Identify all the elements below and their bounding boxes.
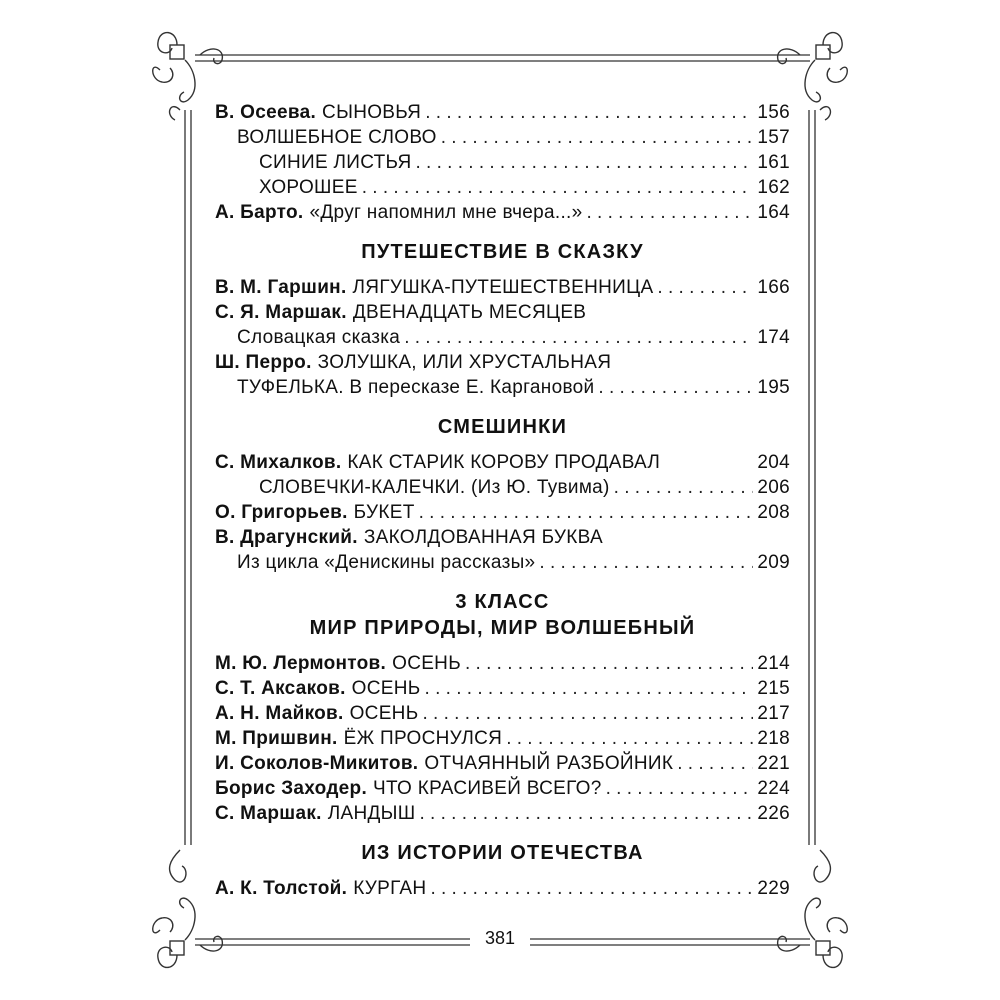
- toc-entry: [215, 450, 790, 475]
- entry-title: ХОРОШЕЕ: [259, 177, 358, 198]
- toc-entry: [215, 475, 790, 500]
- entry-page: 162: [757, 177, 790, 198]
- toc-entry: [215, 776, 790, 801]
- entry-title: ЁЖ ПРОСНУЛСЯ: [343, 728, 503, 749]
- entry-title: СИНИЕ ЛИСТЬЯ: [259, 152, 412, 173]
- section-heading: ПУТЕШЕСТВИЕ В СКАЗКУ: [361, 241, 644, 263]
- toc-entry: [215, 200, 790, 225]
- entry-page: 204: [757, 452, 790, 473]
- entry-author: С. Михалков.: [215, 452, 342, 473]
- table-of-contents: [215, 100, 790, 901]
- toc-entry: [215, 525, 790, 550]
- entry-author: В. М. Гаршин.: [215, 277, 347, 298]
- page-number-text: 381: [481, 928, 519, 948]
- entry-page: 226: [757, 803, 790, 824]
- toc-entry: [215, 676, 790, 701]
- entry-author: М. Ю. Лермонтов.: [215, 653, 387, 674]
- entry-author: С. Т. Аксаков.: [215, 678, 346, 699]
- dot-leader: [422, 701, 753, 726]
- dot-leader: [606, 776, 754, 801]
- entry-page: 218: [757, 728, 790, 749]
- toc-entry: [215, 801, 790, 826]
- entry-title: КУРГАН: [353, 878, 427, 899]
- entry-title: ЗОЛУШКА, ИЛИ ХРУСТАЛЬНАЯ: [317, 352, 612, 373]
- toc-entry: [215, 651, 790, 676]
- entry-title: СЫНОВЬЯ: [322, 102, 422, 123]
- dot-leader: [657, 275, 753, 300]
- entry-author: В. Драгунский.: [215, 527, 358, 548]
- toc-entry: [215, 500, 790, 525]
- dot-leader: [419, 500, 754, 525]
- entry-title: КАК СТАРИК КОРОВУ ПРОДАВАЛ: [347, 452, 661, 473]
- entry-page: 161: [757, 152, 790, 173]
- toc-entry: [215, 125, 790, 150]
- entry-page: 209: [757, 552, 790, 573]
- entry-author: А. Н. Майков.: [215, 703, 344, 724]
- toc-entry: [215, 325, 790, 350]
- entry-page: 221: [757, 753, 790, 774]
- dot-leader: [465, 651, 753, 676]
- toc-entry: [215, 550, 790, 575]
- toc-entry: [215, 751, 790, 776]
- dot-leader: [614, 475, 754, 500]
- entry-title: Словацкая сказка: [237, 327, 401, 348]
- entry-author: А. К. Толстой.: [215, 878, 348, 899]
- entry-page: 206: [757, 477, 790, 498]
- entry-title: ОСЕНЬ: [351, 678, 421, 699]
- dot-leader: [425, 676, 754, 701]
- entry-title: Из цикла «Денискины рассказы»: [237, 552, 536, 573]
- toc-entry: [215, 876, 790, 901]
- entry-page: 174: [757, 327, 790, 348]
- entry-title: ДВЕНАДЦАТЬ МЕСЯЦЕВ: [352, 302, 587, 323]
- entry-title: ОСЕНЬ: [392, 653, 461, 674]
- entry-title: СЛОВЕЧКИ-КАЛЕЧКИ. (Из Ю. Тувима): [259, 477, 610, 498]
- entry-page: 217: [757, 703, 790, 724]
- dot-leader: [419, 801, 753, 826]
- toc-entry: [215, 275, 790, 300]
- dot-leader: [430, 876, 753, 901]
- entry-page: 157: [757, 127, 790, 148]
- entry-author: С. Маршак.: [215, 803, 322, 824]
- entry-title: ЛАНДЫШ: [327, 803, 416, 824]
- entry-page: 229: [757, 878, 790, 899]
- dot-leader: [539, 550, 753, 575]
- entry-page: 215: [757, 678, 790, 699]
- entry-title: «Друг напомнил мне вчера...»: [309, 202, 583, 223]
- entry-author: С. Я. Маршак.: [215, 302, 347, 323]
- entry-author: М. Пришвин.: [215, 728, 338, 749]
- entry-author: Борис Заходер.: [215, 778, 368, 799]
- entry-page: 156: [757, 102, 790, 123]
- entry-title: ВОЛШЕБНОЕ СЛОВО: [237, 127, 437, 148]
- page-number: [0, 928, 1000, 949]
- entry-author: Ш. Перро.: [215, 352, 312, 373]
- dot-leader: [441, 125, 754, 150]
- dot-leader: [415, 150, 753, 175]
- dot-leader: [425, 100, 753, 125]
- entry-author: И. Соколов-Микитов.: [215, 753, 419, 774]
- entry-title: ТУФЕЛЬКА. В пересказе Е. Каргановой: [237, 377, 595, 398]
- toc-entry: [215, 726, 790, 751]
- entry-author: О. Григорьев.: [215, 502, 348, 523]
- toc-entry: [215, 375, 790, 400]
- toc-entry: [215, 175, 790, 200]
- toc-entry: [215, 150, 790, 175]
- section-heading: СМЕШИНКИ: [437, 416, 568, 438]
- dot-leader: [506, 726, 753, 751]
- entry-page: 166: [757, 277, 790, 298]
- entry-page: 214: [757, 653, 790, 674]
- dot-leader: [598, 375, 753, 400]
- dot-leader: [404, 325, 753, 350]
- entry-title: БУКЕТ: [353, 502, 415, 523]
- entry-page: 208: [757, 502, 790, 523]
- toc-entry: [215, 701, 790, 726]
- toc-entry: [215, 100, 790, 125]
- toc-entry: [215, 350, 790, 375]
- dot-leader: [362, 175, 754, 200]
- entry-author: А. Барто.: [215, 202, 304, 223]
- entry-title: ОТЧАЯННЫЙ РАЗБОЙНИК: [424, 753, 674, 774]
- toc-entry: [215, 300, 790, 325]
- entry-title: ЗАКОЛДОВАННАЯ БУКВА: [363, 527, 603, 548]
- entry-author: В. Осеева.: [215, 102, 317, 123]
- entry-page: 164: [757, 202, 790, 223]
- dot-leader: [677, 751, 753, 776]
- entry-title: ЧТО КРАСИВЕЙ ВСЕГО?: [373, 778, 602, 799]
- section-heading: 3 КЛАСС: [455, 591, 550, 613]
- entry-page: 195: [757, 377, 790, 398]
- entry-title: ЛЯГУШКА-ПУТЕШЕСТВЕННИЦА: [352, 277, 654, 298]
- section-subheading: МИР ПРИРОДЫ, МИР ВОЛШЕБНЫЙ: [309, 617, 696, 639]
- section-heading: ИЗ ИСТОРИИ ОТЕЧЕСТВА: [361, 842, 644, 864]
- dot-leader: [587, 200, 754, 225]
- entry-title: ОСЕНЬ: [349, 703, 419, 724]
- entry-page: 224: [757, 778, 790, 799]
